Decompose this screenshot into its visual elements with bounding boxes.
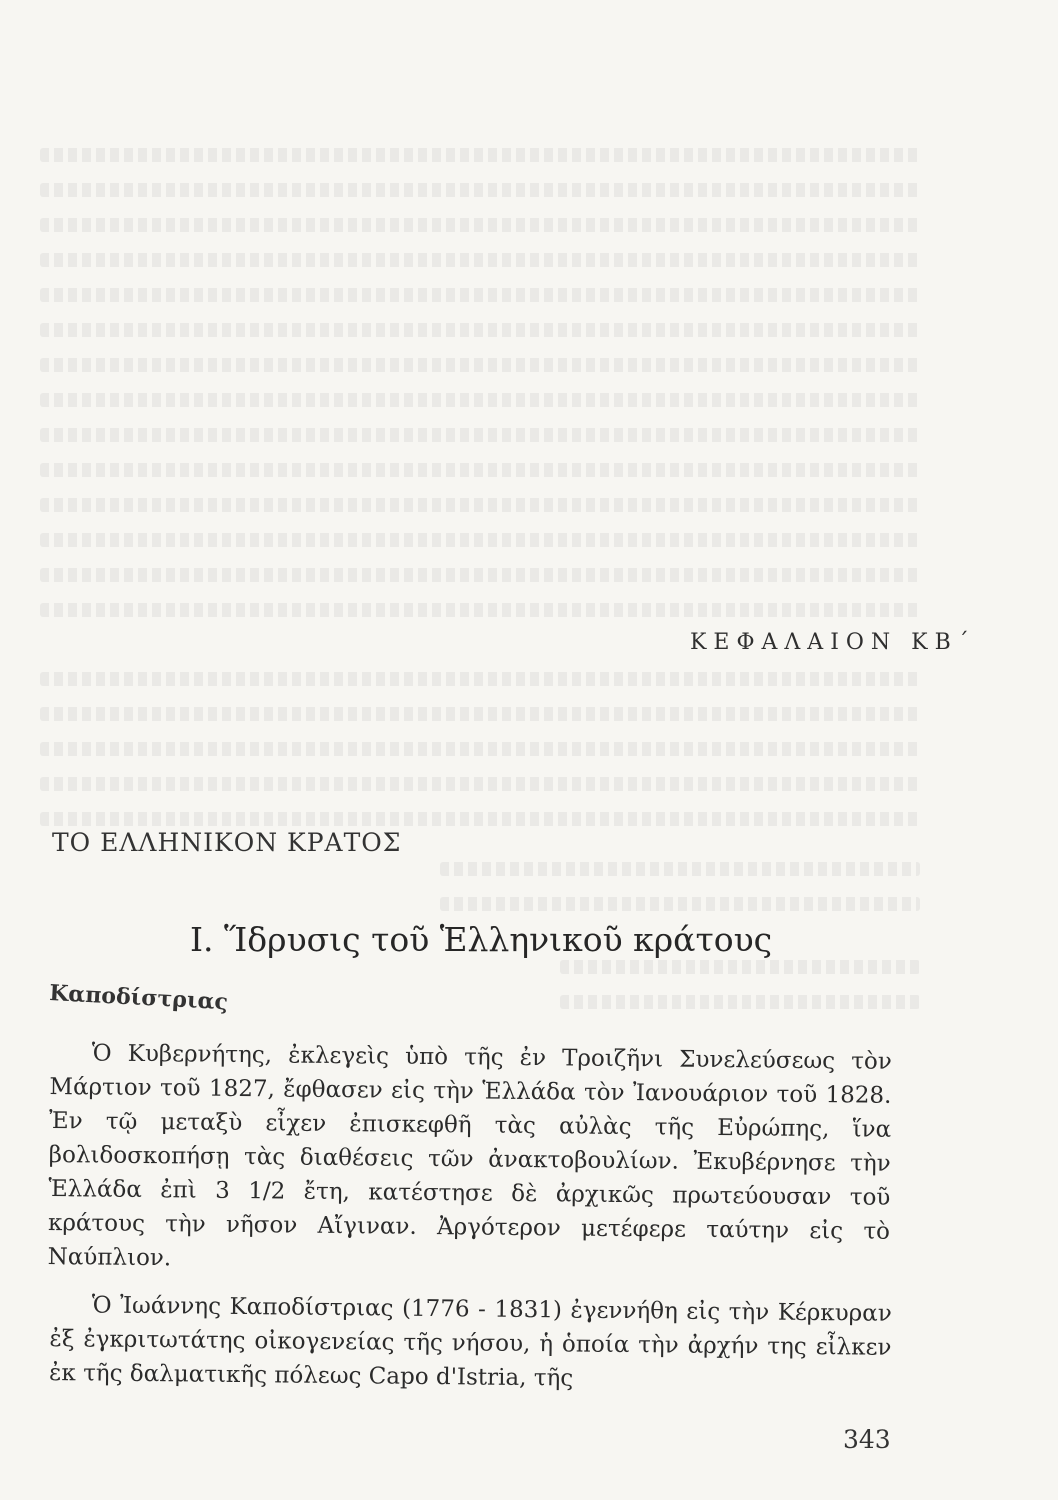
body-paragraph: Ὁ Ἰωάννης Καποδίστριας (1776 - 1831) ἐγεννήθη εἰς τὴν Κέρκυραν ἐξ ἐγκριτωτάτης οἰκογενείας τῆς νήσου, ἡ ὁποία τὴν ἀρχήν της εἶλκεν ἐκ τῆς δαλματικῆς πόλεως Capo d'Istria, τῆς [48,1292,892,1392]
page-number: 343 [843,1425,891,1454]
chapter-heading: ΚΕΦΑΛΑΙΟΝ ΚΒ΄ [690,630,976,655]
body-paragraph: Ὁ Κυβερνήτης, ἐκλεγεὶς ὑπὸ τῆς ἐν Τροιζῆνι Συνελεύσεως τὸν Μάρτιον τοῦ 1827, ἔφθασεν εἰς τὴν Ἑλλάδα τὸν Ἰανουάριον τοῦ 1828. Ἐν τῷ μεταξὺ εἶχεν ἐπισκεφθῆ τὰς αὐλὰς τῆς Εὐρώπης, ἵνα βολιδοσκοπήσῃ τὰς διαθέσεις τῶν ἀνακτοβουλίων. Ἐκυβέρνησε τὴν Ἑλλάδα ἐπὶ 3 1/2 ἔτη, κατέστησε δὲ ἀρχικῶς πρωτεύουσαν τοῦ κράτους τὴν νῆσον Αἴγιναν. Ἀργότερον μετέφερε ταύτην εἰς τὸ Ναύπλιον. [47,1040,892,1272]
section-title: Ι. Ἵδρυσις τοῦ Ἑλληνικοῦ κράτους [190,920,773,959]
subheading: Καποδίστριας [48,980,229,1016]
part-title: ΤΟ ΕΛΛΗΝΙΚΟΝ ΚΡΑΤΟΣ [52,828,402,857]
